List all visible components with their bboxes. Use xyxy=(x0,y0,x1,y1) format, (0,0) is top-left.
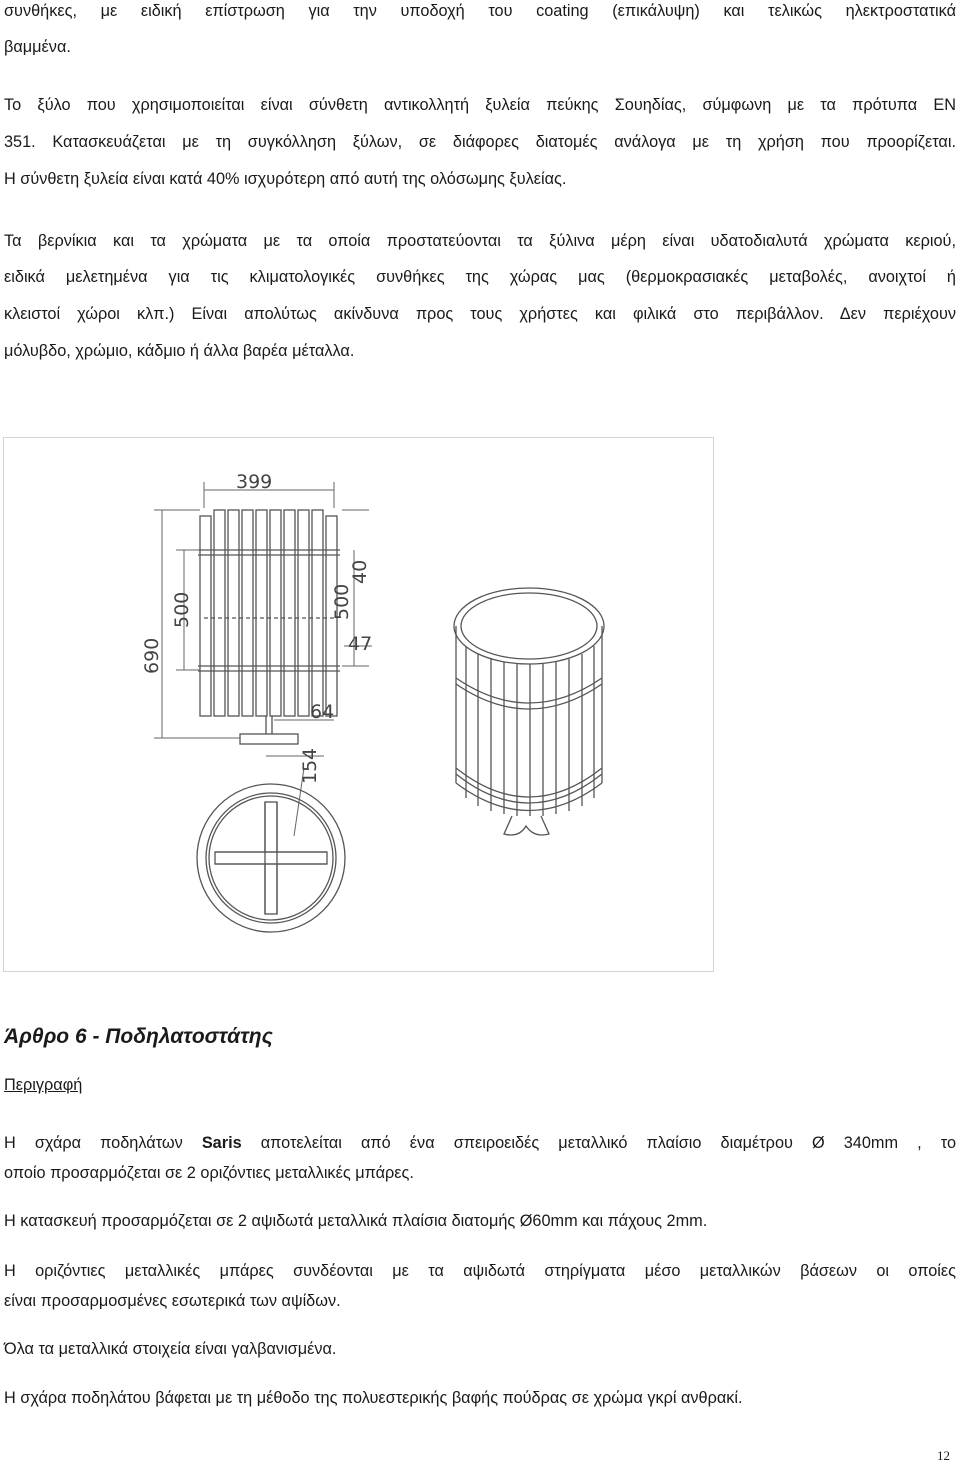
dim-small: 4 xyxy=(299,747,321,760)
dim-height-body: 500 xyxy=(171,591,193,628)
article-paragraph-5: Η σχάρα ποδηλάτου βάφεται με τη μέθοδο της πολυεστερικής βαφής πούδρας σε χρώμα γκρί ανθρακί. xyxy=(4,1389,743,1407)
article-paragraph-1-text-a: Η σχάρα ποδηλάτων xyxy=(4,1134,202,1152)
brand-name: Saris xyxy=(201,1134,242,1152)
dim-top-offset: 40 xyxy=(349,559,371,584)
dim-slat-gap: 47 xyxy=(348,633,373,655)
article-paragraph-3-line-1: Η οριζόντιες μεταλλικές μπάρες συνδέονται με τα αψιδωτά στηρίγματα μέσο μεταλλικών βάσεων οι οποίες xyxy=(4,1262,956,1280)
article-paragraph-3-line-2: είναι προσαρμοσμένες εσωτερικά των αψίδων. xyxy=(4,1292,341,1310)
article-heading: Άρθρο 6 - Ποδηλατοστάτης xyxy=(4,1025,273,1048)
paragraph-2-line-1: Το ξύλο που χρησιμοποιείται είναι σύνθετη αντικολλητή ξυλεία πεύκης Σουηδίας, σύμφωνη με τα πρότυπα EN xyxy=(4,96,956,114)
article-paragraph-1-line-1 xyxy=(4,1132,956,1154)
plan-view xyxy=(197,784,345,932)
dim-base: 15 xyxy=(299,759,321,784)
paragraph-2-line-3: Η σύνθετη ξυλεία είναι κατά 40% ισχυρότερη από αυτή της ολόσωμης ξυλείας. xyxy=(4,170,567,188)
paragraph-2-line-2: 351. Κατασκευάζεται με τη συγκόλληση ξύλων, σε διάφορες διατομές ανάλογα με τη χρήση που προορίζεται. xyxy=(4,133,956,151)
article-paragraph-1-line-2: οποίο προσαρμόζεται σε 2 οριζόντιες μεταλλικές μπάρες. xyxy=(4,1164,414,1182)
dim-width-top: 399 xyxy=(236,471,273,493)
article-paragraph-2: Η κατασκευή προσαρμόζεται σε 2 αψιδωτά μεταλλικά πλαίσια διατομής Ø60mm και πάχους 2mm. xyxy=(4,1212,708,1230)
paragraph-3-line-1: Τα βερνίκια και τα χρώματα με τα οποία προστατεύονται τα ξύλινα μέρη είναι υδατοδιαλυτά χρώματα κεριού, xyxy=(4,232,956,250)
paragraph-3-line-4: μόλυβδο, χρώμιο, κάδμιο ή άλλα βαρέα μέταλλα. xyxy=(4,342,355,360)
dim-post: 64 xyxy=(310,701,335,723)
paragraph-3-line-3: κλειστοί χώροι κλπ.) Είναι απολύτως ακίνδυνα προς τους χρήστες και φιλικά στο περιβάλλον. Δεν περιέχουν xyxy=(4,305,956,323)
paragraph-1-line-2: βαμμένα. xyxy=(4,38,71,56)
dim-height-total: 690 xyxy=(141,637,163,674)
technical-drawing-figure xyxy=(3,437,714,972)
article-subheading: Περιγραφή xyxy=(4,1076,83,1094)
dim-inner-height: 500 xyxy=(331,583,353,620)
perspective-view xyxy=(454,588,604,835)
technical-drawing xyxy=(4,438,713,971)
article-paragraph-4: Όλα τα μεταλλικά στοιχεία είναι γαλβανισμένα. xyxy=(4,1340,337,1358)
paragraph-3-line-2: ειδικά μελετημένα για τις κλιματολογικές συνθήκες της χώρας μας (θερμοκρασιακές μεταβολές, ανοιχτοί ή xyxy=(4,268,956,286)
article-paragraph-1-text-b: αποτελείται από ένα σπειροειδές μεταλλικό πλαίσιο διαμέτρου Ø 340mm , το xyxy=(241,1134,956,1152)
front-view-dimension-lines xyxy=(154,482,372,836)
paragraph-1-line-1: συνθήκες, με ειδική επίστρωση για την υποδοχή του coating (επικάλυψη) και τελικώς ηλεκτροστατικά xyxy=(4,2,956,20)
page-number: 12 xyxy=(937,1448,950,1463)
